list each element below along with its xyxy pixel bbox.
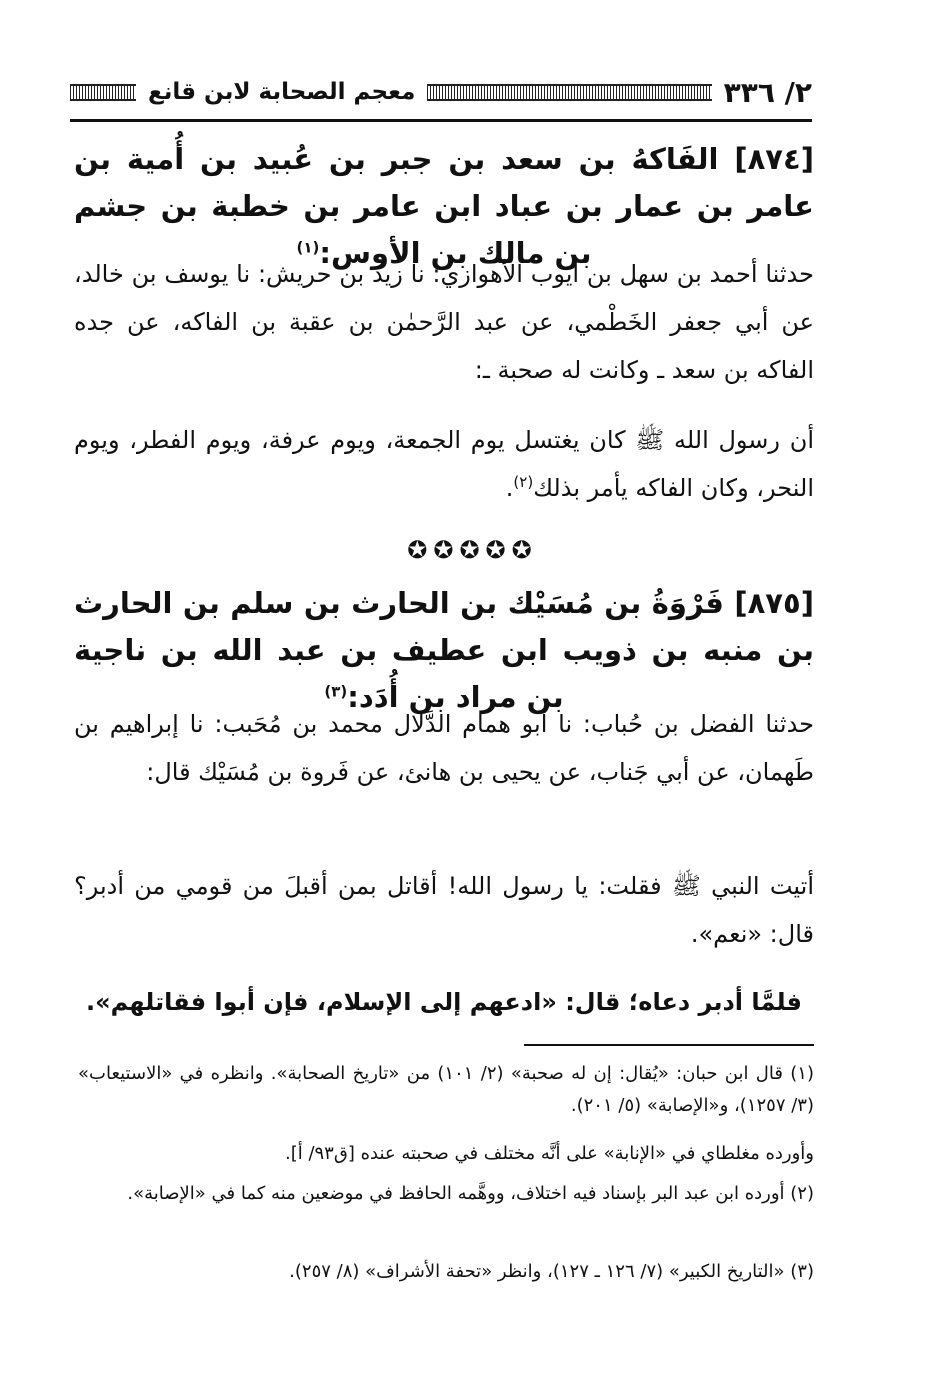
entry-875-isnad xyxy=(74,700,814,796)
footnote-1: (١) قال ابن حبان: «يُقال: إن له صحبة» (٢/ ١٠١) من «تاريخ الصحابة». وانظره في «الاستيعاب» (٣/ ١٢٥٧)، و«الإصابة» (٥/ ٢٠١). xyxy=(78,1063,814,1116)
entry-874-matn xyxy=(74,416,814,512)
footnote-1-cont: وأورده مغلطاي في «الإنابة» على أنَّه مختلف في صحبته عنده [ق٩٣/ أ]. xyxy=(284,1143,814,1164)
matn-text-2: فلمَّا أدبر دعاه؛ قال: «ادعهم إلى الإسلام، فإن أبوا فقاتلهم». xyxy=(85,988,802,1016)
matn-end: . xyxy=(505,474,514,502)
section-separator: ✪✪✪✪✪ xyxy=(407,536,538,564)
header-ornament-right xyxy=(427,84,711,101)
isnad-text: حدثنا الفضل بن حُباب: نا أبو همام الدَّلال محمد بن مُحَبب: نا إبراهيم بن طَهمان، عن أبي جَناب، عن يحيى بن هانئ، عن فَروة بن مُسَيْك قال: xyxy=(74,710,814,786)
matn-text: أتيت النبي ﷺ فقلت: يا رسول الله! أقاتل بمن أقبلَ من قومي من أدبر؟ قال: «نعم». xyxy=(74,872,814,948)
page-number: ٢/ ٣٣٦ xyxy=(723,75,812,109)
entry-name: الفَاكهُ بن سعد بن جبر بن عُبيد بن أُمية بن عامر بن عمار بن عباد ابن عامر بن خطبة بن جشم بن مالك بن الأوس: xyxy=(74,142,814,270)
footnote-ref: (٢) xyxy=(513,473,534,491)
running-header xyxy=(70,74,812,110)
entry-name: فَرْوَةُ بن مُسَيْك بن الحارث بن سلم بن الحارث بن منبه بن ذويب ابن عطيف بن عبد الله بن ناجية بن مراد بن أُدَد: xyxy=(74,586,814,714)
footnote-ref: (٣) xyxy=(324,682,348,701)
header-ornament-left xyxy=(70,84,136,101)
matn-text: أن رسول الله ﷺ كان يغتسل يوم الجمعة، ويوم عرفة، ويوم الفطر، ويوم النحر، وكان الفاكه يأمر بذلك xyxy=(74,426,814,502)
footnote-3: (٣) «التاريخ الكبير» (٧/ ١٢٦ ـ ١٢٧)، وانظر «تحفة الأشراف» (٨/ ٢٥٧). xyxy=(289,1261,814,1282)
entry-875-matn xyxy=(74,862,814,958)
header-rule xyxy=(70,119,812,122)
entry-number: [٨٧٥] xyxy=(734,586,814,620)
footnote-rule xyxy=(524,1044,814,1046)
entry-number: [٨٧٤] xyxy=(734,142,814,176)
book-title: معجم الصحابة لابن قانع xyxy=(148,79,416,105)
footnote-2: (٢) أورده ابن عبد البر بإسناد فيه اختلاف، ووهَّمه الحافظ في موضعين منه كما في «الإصابة». xyxy=(127,1183,814,1204)
footnote-ref: (١) xyxy=(296,238,320,257)
isnad-text: حدثنا أحمد بن سهل بن أيوب الأهوازي: نا زيد بن حريش: نا يوسف بن خالد، عن أبي جعفر الخَطْمي، عن عبد الرَّحمٰن بن عقبة بن الفاكه، عن جده الفاكه بن سعد ـ وكانت له صحبة ـ: xyxy=(74,260,814,384)
entry-874-isnad xyxy=(74,250,814,394)
entry-875-matn-2 xyxy=(74,978,814,1026)
